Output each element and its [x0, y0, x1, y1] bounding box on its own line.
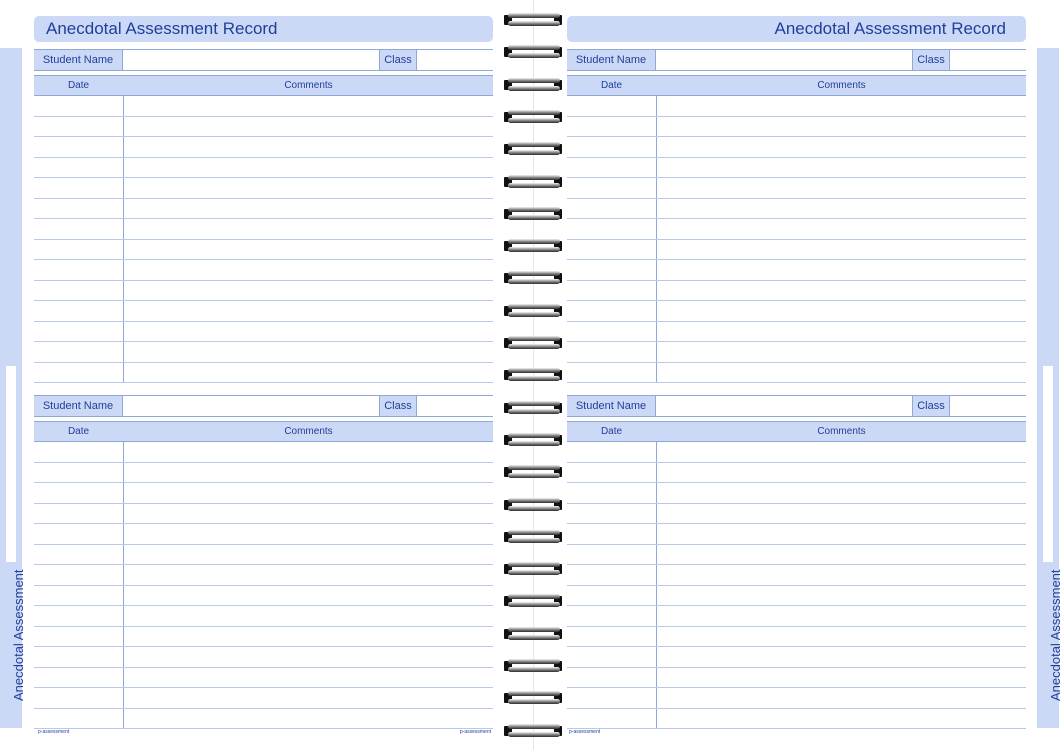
footer-text: p-assessment — [459, 729, 491, 735]
table-row[interactable] — [567, 342, 1026, 363]
table-row[interactable] — [567, 96, 1026, 117]
spiral-ring — [504, 658, 564, 674]
student-info-row — [567, 49, 1026, 71]
spiral-ring — [504, 206, 564, 222]
table-row[interactable] — [34, 524, 493, 545]
record-block — [34, 49, 493, 383]
table-row[interactable] — [567, 178, 1026, 199]
side-tab-notch — [1043, 366, 1053, 562]
table-row[interactable] — [567, 606, 1026, 627]
spiral-ring — [504, 690, 564, 706]
student-info-row — [34, 49, 493, 71]
spiral-ring — [504, 626, 564, 642]
student-info-row — [567, 395, 1026, 417]
spiral-ring — [504, 497, 564, 513]
side-tab-label: Anecdotal Assessment — [1048, 569, 1063, 701]
spiral-ring — [504, 367, 564, 383]
class-field[interactable] — [418, 50, 493, 70]
class-field[interactable] — [951, 50, 1026, 70]
table-row[interactable] — [567, 709, 1026, 730]
table-row[interactable] — [567, 524, 1026, 545]
student-name-field[interactable] — [657, 50, 911, 70]
table-row[interactable] — [34, 96, 493, 117]
table-row[interactable] — [567, 137, 1026, 158]
comments-table — [567, 75, 1026, 383]
table-row[interactable] — [34, 483, 493, 504]
spiral-ring — [504, 529, 564, 545]
student-name-field[interactable] — [124, 50, 378, 70]
spiral-binding — [504, 0, 564, 750]
spiral-ring — [504, 432, 564, 448]
student-name-label: Student Name — [567, 396, 656, 416]
table-row[interactable] — [567, 363, 1026, 384]
table-row[interactable] — [567, 117, 1026, 138]
table-row[interactable] — [34, 240, 493, 261]
date-header: Date — [600, 426, 623, 437]
class-label: Class — [379, 50, 417, 70]
spiral-ring — [504, 335, 564, 351]
table-row[interactable] — [34, 281, 493, 302]
comments-table — [567, 421, 1026, 729]
spiral-ring — [504, 400, 564, 416]
comments-header: Comments — [817, 80, 866, 91]
table-row[interactable] — [34, 442, 493, 463]
right-page — [567, 16, 1026, 740]
table-row[interactable] — [34, 301, 493, 322]
table-row[interactable] — [567, 199, 1026, 220]
table-row[interactable] — [34, 627, 493, 648]
table-row[interactable] — [34, 199, 493, 220]
student-name-field[interactable] — [657, 396, 911, 416]
table-row[interactable] — [34, 606, 493, 627]
table-row[interactable] — [567, 483, 1026, 504]
student-name-label: Student Name — [34, 396, 123, 416]
comments-header: Comments — [284, 80, 333, 91]
table-row[interactable] — [34, 137, 493, 158]
table-row[interactable] — [34, 178, 493, 199]
spiral-ring — [504, 723, 564, 739]
side-tab-left — [0, 48, 26, 728]
spiral-ring — [504, 141, 564, 157]
spiral-ring — [504, 561, 564, 577]
table-row[interactable] — [34, 586, 493, 607]
student-name-field[interactable] — [124, 396, 378, 416]
table-header — [34, 75, 493, 96]
table-row[interactable] — [34, 688, 493, 709]
table-row[interactable] — [567, 565, 1026, 586]
spiral-ring — [504, 270, 564, 286]
table-row[interactable] — [34, 565, 493, 586]
comments-header: Comments — [284, 426, 333, 437]
left-page — [34, 16, 493, 740]
class-field[interactable] — [418, 396, 493, 416]
spiral-ring — [504, 77, 564, 93]
table-row[interactable] — [34, 504, 493, 525]
table-row[interactable] — [34, 647, 493, 668]
table-rows — [567, 442, 1026, 729]
student-name-label: Student Name — [34, 50, 123, 70]
table-row[interactable] — [567, 688, 1026, 709]
class-field[interactable] — [951, 396, 1026, 416]
class-label: Class — [379, 396, 417, 416]
table-row[interactable] — [567, 627, 1026, 648]
table-header — [567, 421, 1026, 442]
comments-header: Comments — [817, 426, 866, 437]
date-header: Date — [67, 80, 90, 91]
table-row[interactable] — [34, 260, 493, 281]
page-title: Anecdotal Assessment Record — [567, 16, 1026, 42]
student-name-label: Student Name — [567, 50, 656, 70]
table-row[interactable] — [567, 219, 1026, 240]
comments-table — [34, 75, 493, 383]
spiral-ring — [504, 593, 564, 609]
side-tab-notch — [6, 366, 16, 562]
table-row[interactable] — [567, 442, 1026, 463]
table-row[interactable] — [567, 260, 1026, 281]
table-row[interactable] — [567, 647, 1026, 668]
table-header — [567, 75, 1026, 96]
table-row[interactable] — [567, 322, 1026, 343]
record-block — [34, 395, 493, 729]
page-title: Anecdotal Assessment Record — [34, 16, 493, 42]
table-row[interactable] — [34, 322, 493, 343]
footer-text: p-assessment — [38, 729, 70, 735]
table-rows — [567, 96, 1026, 383]
table-row[interactable] — [34, 342, 493, 363]
table-row[interactable] — [567, 463, 1026, 484]
table-row[interactable] — [567, 586, 1026, 607]
spiral-ring — [504, 44, 564, 60]
table-row[interactable] — [34, 668, 493, 689]
side-tab-right — [1037, 48, 1063, 728]
class-label: Class — [912, 50, 950, 70]
date-header: Date — [600, 80, 623, 91]
table-row[interactable] — [567, 281, 1026, 302]
spiral-ring — [504, 303, 564, 319]
table-rows — [34, 442, 493, 729]
table-row[interactable] — [34, 158, 493, 179]
table-header — [34, 421, 493, 442]
side-tab-label: Anecdotal Assessment — [11, 569, 26, 701]
table-row[interactable] — [567, 158, 1026, 179]
table-row[interactable] — [34, 709, 493, 730]
table-row[interactable] — [567, 504, 1026, 525]
spiral-ring — [504, 12, 564, 28]
table-row[interactable] — [567, 301, 1026, 322]
table-row[interactable] — [567, 545, 1026, 566]
table-row[interactable] — [34, 219, 493, 240]
record-block — [567, 395, 1026, 729]
table-row[interactable] — [567, 668, 1026, 689]
footer-text: p-assessment — [569, 729, 601, 735]
student-info-row — [34, 395, 493, 417]
comments-table — [34, 421, 493, 729]
spiral-ring — [504, 174, 564, 190]
table-row[interactable] — [34, 463, 493, 484]
spiral-ring — [504, 109, 564, 125]
spiral-ring — [504, 464, 564, 480]
table-row[interactable] — [567, 240, 1026, 261]
table-row[interactable] — [34, 363, 493, 384]
spiral-ring — [504, 238, 564, 254]
table-row[interactable] — [34, 117, 493, 138]
date-header: Date — [67, 426, 90, 437]
table-row[interactable] — [34, 545, 493, 566]
record-block — [567, 49, 1026, 383]
table-rows — [34, 96, 493, 383]
class-label: Class — [912, 396, 950, 416]
